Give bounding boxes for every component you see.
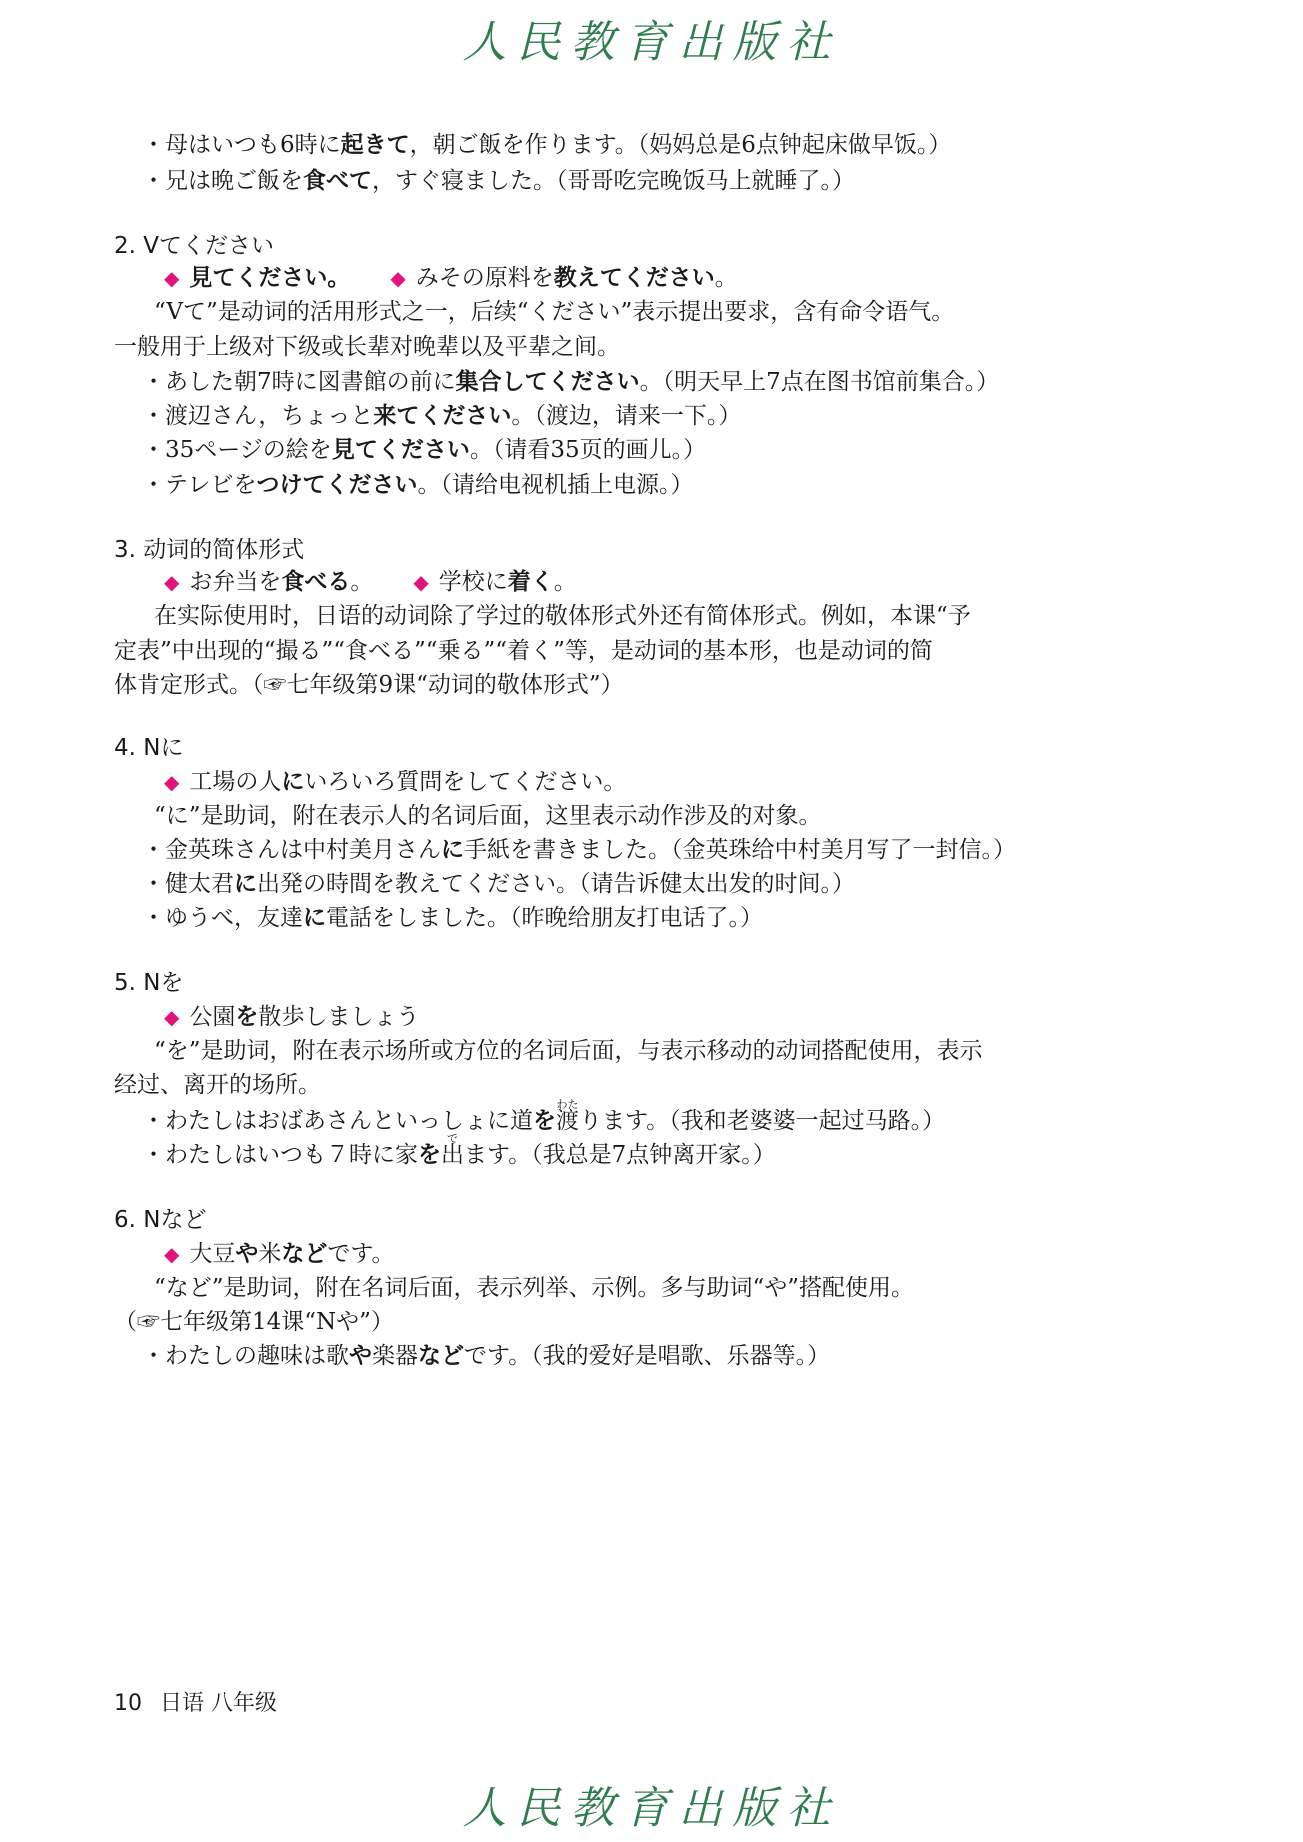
section-heading: 3. 动词的简体形式 [114, 537, 305, 563]
explanation-text: “など”是助词，附在名词后面，表示列举、示例。多与助词“や”搭配使用。 [154, 1275, 915, 1301]
section-heading: 5. Nを [114, 970, 184, 996]
page-footer [114, 1686, 277, 1717]
key-sentences: ◆ 大豆や米などです。 [164, 1241, 395, 1267]
explanation-text: 定表”中出现的“撮る”“食べる”“乗る”“着く”等，是动词的基本形，也是动词的简 [114, 638, 933, 664]
example-sentence: ・ゆうべ，友達に電話をしました。（昨晚给朋友打电话了。） [142, 905, 763, 931]
example-sentence: ・わたしの趣味は歌や楽器などです。（我的爱好是唱歌、乐器等。） [142, 1343, 831, 1369]
explanation-text: “に”是助词，附在表示人的名词后面，这里表示动作涉及的对象。 [154, 803, 822, 829]
example-sentence: ・あした朝7時に図書館の前に集合してください。（明天早上7点在图书馆前集合。） [142, 369, 1000, 395]
diamond-bullet-icon: ◆ [390, 266, 406, 290]
key-sentences: ◆ 工場の人にいろいろ質問をしてください。 [164, 769, 627, 795]
example-sentence: ・テレビをつけてください。（请给电视机插上电源。） [142, 472, 694, 498]
example-sentence: ・わたしはいつも７時に家を出 で ます。（我总是7点钟离开家。） [142, 1140, 776, 1170]
furigana: わた [556, 1098, 579, 1111]
diamond-bullet-icon: ◆ [413, 570, 429, 594]
section-heading: 4. Nに [114, 735, 184, 761]
explanation-text: “を”是助词，附在表示场所或方位的名词后面，与表示移动的动词搭配使用，表示 [154, 1038, 983, 1064]
explanation-text: 一般用于上级对下级或长辈对晚辈以及平辈之间。 [114, 334, 620, 360]
key-sentences: ◆ 見てください。 ◆ みその原料を教えてください。 [164, 265, 738, 291]
diamond-bullet-icon: ◆ [164, 770, 180, 794]
diamond-bullet-icon: ◆ [164, 1005, 180, 1029]
book-title: 日语 八年级 [160, 1691, 277, 1716]
example-sentence: ・母はいつも6時に起きて，朝ご飯を作ります。（妈妈总是6点钟起床做早饭。） [142, 132, 952, 158]
section-heading: 2. Vてください [114, 233, 274, 259]
example-sentence: ・渡辺さん，ちょっと来てください。（渡边，请来一下。） [142, 403, 742, 429]
example-sentence: ・兄は晩ご飯を食べて，すぐ寝ました。（哥哥吃完晚饭马上就睡了。） [142, 168, 855, 194]
explanation-text: （☞七年级第14课“Nや”） [114, 1309, 394, 1335]
publisher-logo-top: 人民教育出版社 [462, 17, 841, 68]
key-sentences: ◆ 公園を散歩しましょう [164, 1004, 420, 1030]
example-sentence: ・わたしはおばあさんといっしょに道を渡 わた ります。（我和老婆婆一起过马路。） [142, 1106, 945, 1136]
diamond-bullet-icon: ◆ [164, 1242, 180, 1266]
explanation-text: 体肯定形式。（☞七年级第9课“动词的敬体形式”） [114, 672, 624, 698]
explanation-text: 经过、离开的场所。 [114, 1072, 321, 1098]
explanation-text: “Vて”是动词的活用形式之一，后续“ください”表示提出要求，含有命令语气。 [154, 299, 955, 325]
page-number: 10 [114, 1691, 142, 1716]
example-sentence: ・35ページの絵を見てください。（请看35页的画儿。） [142, 437, 707, 463]
example-sentence: ・健太君に出発の時間を教えてください。（请告诉健太出发的时间。） [142, 871, 855, 897]
diamond-bullet-icon: ◆ [164, 266, 180, 290]
key-sentences: ◆ お弁当を食べる。 ◆ 学校に着く。 [164, 569, 577, 595]
diamond-bullet-icon: ◆ [164, 570, 180, 594]
furigana: で [447, 1132, 458, 1145]
example-sentence: ・金英珠さんは中村美月さんに手紙を書きました。（金英珠给中村美月写了一封信。） [142, 837, 1016, 863]
section-heading: 6. Nなど [114, 1207, 207, 1233]
publisher-logo-bottom: 人民教育出版社 [462, 1783, 841, 1834]
explanation-text: 在实际使用时，日语的动词除了学过的敬体形式外还有简体形式。例如，本课“予 [154, 603, 971, 629]
